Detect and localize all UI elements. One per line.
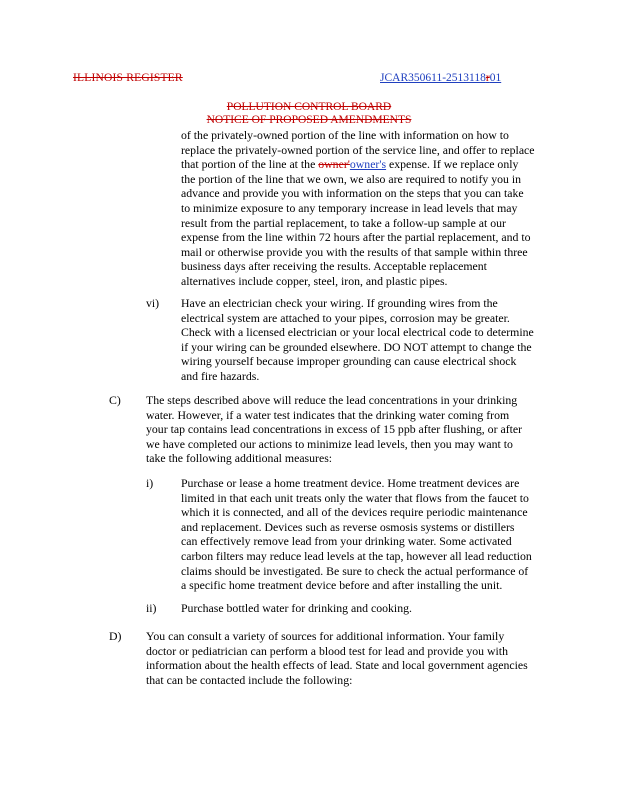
- text-line: Check with a licensed electrician or your local electrical code to determine: [181, 325, 534, 340]
- paragraph-replacement: [181, 128, 535, 289]
- text-line: and fire hazards.: [181, 368, 260, 383]
- text-line: to minimize exposure to any temporary increase in lead levels that may: [181, 200, 518, 215]
- text-line: which it is connected, and all of the devices require periodic maintenance: [181, 505, 528, 520]
- item-label-vi: vi): [146, 296, 160, 310]
- header-right-main: JCAR350611-2513118: [380, 72, 486, 84]
- paragraph-electrician: [181, 296, 534, 384]
- text-line: your tap contains lead concentrations in excess of 15 ppb after flushing, or after: [146, 422, 523, 437]
- text-line: business days after receiving the results. Acceptable replacement: [181, 259, 487, 274]
- header-right-deleted: r: [485, 72, 490, 84]
- text-line: mail or otherwise provide you with the results of that sample within three: [181, 244, 528, 259]
- text-line: advance and provide you with information on the steps that you can take: [181, 186, 524, 201]
- text-line: information about the health effects of lead. State and local government agencies: [146, 658, 528, 673]
- item-label-D: D): [109, 629, 122, 643]
- text-line: can effectively remove lead from your drinking water. Some activated: [181, 534, 512, 549]
- header-left: ILLINOIS REGISTER: [73, 72, 183, 84]
- text-line: that can be contacted include the following:: [146, 672, 353, 687]
- text-line: of the privately-owned portion of the line with information on how to: [181, 128, 509, 142]
- text-line: Purchase or lease a home treatment device. Home treatment devices are: [181, 476, 520, 490]
- text-line: we have completed our actions to minimize lead levels, then you may want to: [146, 436, 513, 451]
- text-line: You can consult a variety of sources for additional information. Your family: [146, 629, 505, 643]
- inserted-text: owner's: [349, 157, 387, 172]
- header-right: [380, 72, 501, 84]
- item-label-C: C): [109, 393, 121, 407]
- paragraph-bottled-water: [181, 601, 412, 616]
- subheader-board: POLLUTION CONTROL BOARD: [226, 101, 392, 113]
- item-label-ii: ii): [146, 601, 157, 615]
- text-line: alternatives include copper, steel, iron, and plastic pipes.: [181, 273, 448, 288]
- text-line: result from the partial replacement, to take a follow-up sample at our: [181, 215, 506, 230]
- text-line: [181, 157, 535, 172]
- item-label-i: i): [146, 476, 154, 490]
- header-right-end: 01: [489, 72, 502, 84]
- text-line: water. However, if a water test indicates that the drinking water coming from: [146, 407, 510, 422]
- text-span: that portion of the line at the: [181, 157, 319, 172]
- deleted-text: owner': [318, 157, 350, 172]
- text-line: doctor or pediatrician can perform a blood test for lead and provide you with: [146, 643, 508, 658]
- text-line: carbon filters may reduce lead levels at the tap, however all lead reduction: [181, 548, 532, 563]
- text-line: take the following additional measures:: [146, 451, 333, 466]
- text-line: wiring yourself because improper grounding can cause electrical shock: [181, 354, 517, 369]
- text-line: limited in that each unit treats only the water that flows from the faucet to: [181, 490, 529, 505]
- text-line: and replacement. Devices such as reverse osmosis systems or distillers: [181, 519, 515, 534]
- text-line: claims should be investigated. Be sure to check the actual performance of: [181, 563, 529, 578]
- text-line: if your wiring can be grounded elsewhere. DO NOT attempt to change the: [181, 339, 532, 354]
- text-line: expense from the line within 72 hours after the partial replacement, and to: [181, 230, 531, 245]
- text-line: replace the privately-owned portion of the service line, and offer to replace: [181, 142, 535, 157]
- subheader-notice: NOTICE OF PROPOSED AMENDMENTS: [206, 114, 412, 126]
- text-line: a specific home treatment device before and after installing the unit.: [181, 578, 503, 593]
- text-line: the portion of the line that we own, we also are required to notify you in: [181, 171, 522, 186]
- paragraph-sources: [146, 629, 528, 687]
- text-line: Have an electrician check your wiring. If grounding wires from the: [181, 296, 498, 310]
- paragraph-additional-measures: [146, 393, 522, 466]
- text-line: The steps described above will reduce the lead concentrations in your drinking: [146, 393, 518, 407]
- paragraph-treatment-device: [181, 476, 532, 593]
- text-span: expense. If we replace only: [386, 157, 519, 172]
- text-line: electrical system are attached to your pipes, corrosion may be greater.: [181, 310, 510, 325]
- text-line: Purchase bottled water for drinking and cooking.: [181, 601, 412, 615]
